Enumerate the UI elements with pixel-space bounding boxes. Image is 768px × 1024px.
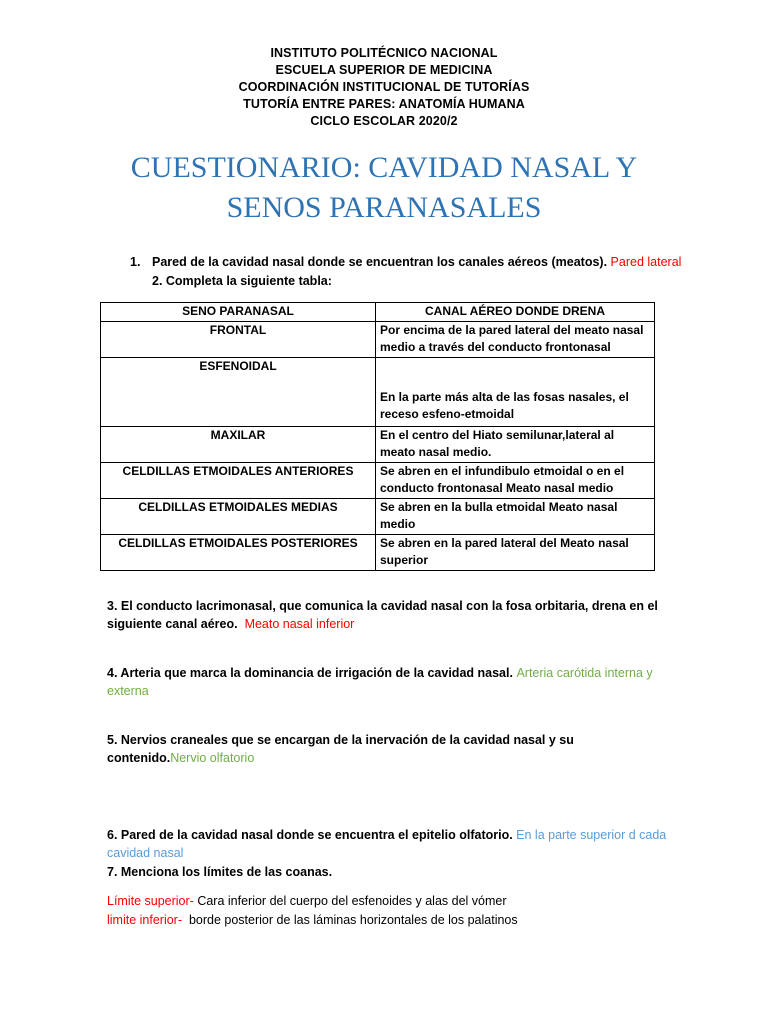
- table-cell-canal: Se abren en la pared lateral del Meato nasal superior: [376, 534, 655, 570]
- table-cell-canal: [376, 357, 655, 426]
- table-cell-seno: CELDILLAS ETMOIDALES MEDIAS: [101, 498, 376, 534]
- document-title: [80, 148, 688, 228]
- table-header-seno: SENO PARANASAL: [101, 303, 376, 322]
- question-6-text: 6. Pared de la cavidad nasal donde se encuentra el epitelio olfatorio.: [107, 828, 513, 842]
- table-cell-canal-text: En la parte más alta de las fosas nasales, el receso esfeno-etmoidal: [380, 389, 629, 421]
- title-line-1: CUESTIONARIO: CAVIDAD NASAL Y: [130, 151, 638, 184]
- table-cell-canal: En el centro del Hiato semilunar,lateral al meato nasal medio.: [376, 426, 655, 462]
- table-row: [101, 534, 655, 570]
- question-3: [107, 597, 667, 633]
- table-cell-seno: MAXILAR: [101, 426, 376, 462]
- title-line-2: SENOS PARANASALES: [226, 191, 542, 224]
- table-cell-seno: ESFENOIDAL: [101, 357, 376, 426]
- table-row: [101, 498, 655, 534]
- question-4-text: 4. Arteria que marca la dominancia de irrigación de la cavidad nasal.: [107, 666, 513, 680]
- question-1: [130, 255, 681, 269]
- question-6: [107, 826, 667, 862]
- question-4: [107, 664, 667, 700]
- limit-inferior: [107, 911, 518, 929]
- question-5: [107, 731, 667, 767]
- limit-superior-text: Cara inferior del cuerpo del esfenoides y alas del vómer: [193, 894, 507, 908]
- question-7: 7. Menciona los límites de las coanas.: [107, 865, 333, 879]
- limit-inferior-label: limite inferior-: [107, 913, 183, 927]
- table-row: [101, 357, 655, 426]
- institution-header: [0, 45, 768, 130]
- question-3-text: 3. El conducto lacrimonasal, que comunica la cavidad nasal con la fosa orbitaria, drena en el siguiente canal aéreo.: [107, 599, 658, 631]
- table-cell-canal: Se abren en la bulla etmoidal Meato nasal medio: [376, 498, 655, 534]
- question-3-answer: Meato nasal inferior: [244, 617, 355, 631]
- table-cell-canal: Por encima de la pared lateral del meato nasal medio a través del conducto frontonasal: [376, 321, 655, 357]
- limit-superior: [107, 892, 507, 910]
- table-header-canal: CANAL AÉREO DONDE DRENA: [376, 303, 655, 322]
- table-cell-seno: FRONTAL: [101, 321, 376, 357]
- table-row: [101, 462, 655, 498]
- question-6-answer: En la parte superior d cada cavidad nasal: [107, 828, 667, 860]
- question-2: 2. Completa la siguiente tabla:: [152, 274, 332, 288]
- question-4-answer: Arteria carótida interna y externa: [107, 666, 653, 698]
- table-cell-seno: CELDILLAS ETMOIDALES ANTERIORES: [101, 462, 376, 498]
- limit-inferior-text: borde posterior de las láminas horizontales de los palatinos: [182, 913, 518, 927]
- question-5-text: 5. Nervios craneales que se encargan de la inervación de la cavidad nasal y su contenido.: [107, 733, 574, 765]
- limit-superior-label: Límite superior-: [107, 894, 194, 908]
- header-line-institute: INSTITUTO POLITÉCNICO NACIONAL: [270, 46, 498, 60]
- question-1-text: Pared de la cavidad nasal donde se encuentran los canales aéreos (meatos).: [152, 255, 608, 269]
- question-5-answer: Nervio olfatorio: [170, 751, 255, 765]
- header-line-cycle: CICLO ESCOLAR 2020/2: [310, 114, 458, 128]
- table-row: [101, 321, 655, 357]
- table-cell-seno: CELDILLAS ETMOIDALES POSTERIORES: [101, 534, 376, 570]
- table-header-row: [101, 303, 655, 322]
- table-cell-canal: Se abren en el infundibulo etmoidal o en el conducto frontonasal Meato nasal medio: [376, 462, 655, 498]
- question-1-answer: Pared lateral: [610, 255, 682, 269]
- question-1-number: 1.: [130, 255, 141, 269]
- header-line-tutoring: TUTORÍA ENTRE PARES: ANATOMÍA HUMANA: [243, 97, 525, 111]
- sinus-table: [100, 302, 655, 571]
- header-line-coordination: COORDINACIÓN INSTITUCIONAL DE TUTORÍAS: [238, 80, 530, 94]
- table-row: [101, 426, 655, 462]
- header-line-school: ESCUELA SUPERIOR DE MEDICINA: [275, 63, 493, 77]
